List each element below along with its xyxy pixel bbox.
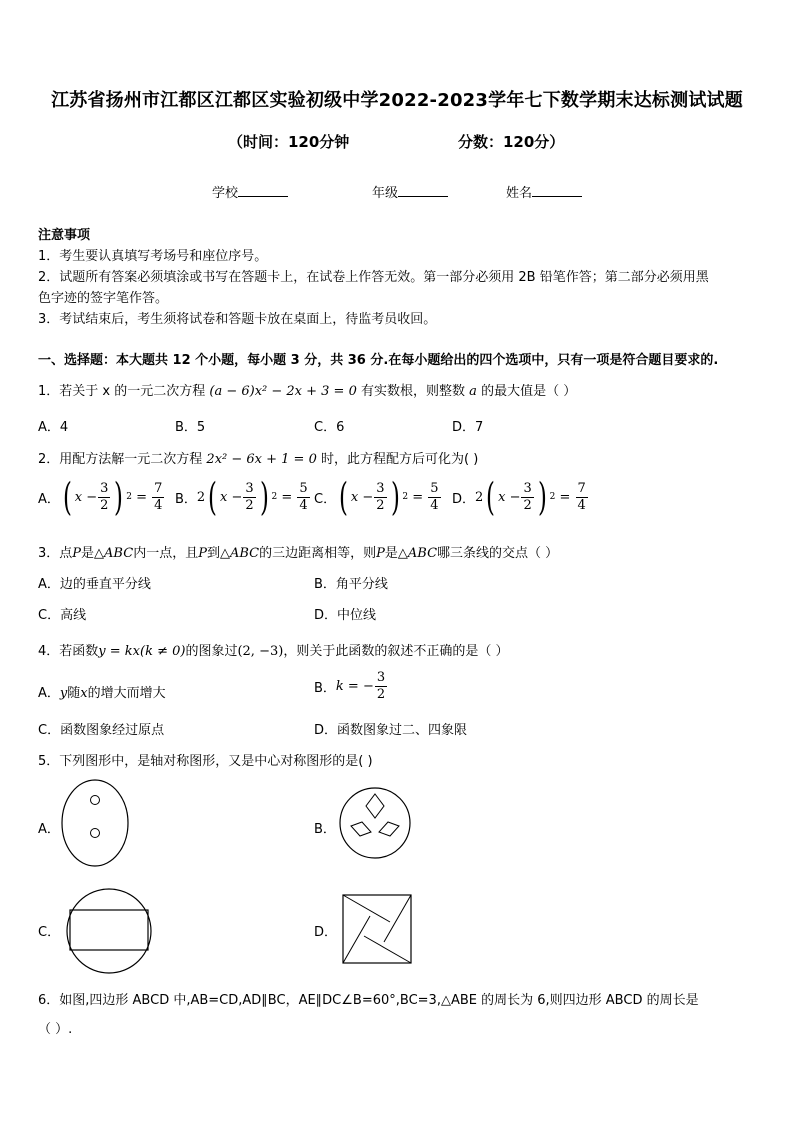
- grade-label: 年级: [372, 186, 399, 201]
- notice-heading: 注意事项: [38, 228, 91, 243]
- question-1: [38, 380, 576, 399]
- q2-prefix: 2．用配方法解一元二次方程: [38, 452, 203, 467]
- q5-option-d-label[interactable]: D．: [314, 925, 338, 940]
- exam-title: 江苏省扬州市江都区江都区实验初级中学2022-2023学年七下数学期末达标测试试题: [51, 90, 743, 111]
- question-4: 4．若函数y = kx(k ≠ 0)的图象过(2, −3)，则关于此函数的叙述不正确的是（ ）: [38, 644, 509, 659]
- q3-option-d[interactable]: D．中位线: [314, 608, 377, 623]
- q5-figure-d: [342, 894, 412, 964]
- name-blank: [532, 184, 582, 197]
- q4-option-a[interactable]: A．y随x的增大而增大: [38, 686, 166, 701]
- name-label: 姓名: [506, 186, 533, 201]
- q2-option-b[interactable]: B． 2 ( x − $\frac{3}{2}$ ) 2 = $\frac{5}{4}$: [175, 475, 308, 519]
- school-label: 学校: [212, 186, 239, 201]
- grade-blank: [398, 184, 448, 197]
- question-6-line2: （ ）.: [38, 1022, 73, 1037]
- q3-option-b[interactable]: B．角平分线: [314, 577, 388, 592]
- q5-figure-a: [60, 778, 130, 868]
- q5-figure-c: [66, 888, 152, 974]
- q5-figure-b: [338, 786, 412, 860]
- q1-option-a[interactable]: A．4: [38, 420, 69, 435]
- q4-option-c[interactable]: C．函数图象经过原点: [38, 723, 165, 738]
- time-label: （时间：120分钟: [228, 133, 350, 151]
- q1-option-c[interactable]: C．6: [314, 420, 345, 435]
- q1-prefix: 1．若关于 x 的一元二次方程: [38, 384, 206, 399]
- q2-suffix: 时，此方程配方后可化为( ): [321, 452, 479, 467]
- notice-item: 色字迹的签字笔作答。: [38, 291, 169, 306]
- q2-option-a[interactable]: A． ( x − $\frac{3}{2}$ ) 2 = $\frac{7}{4}$: [38, 475, 163, 519]
- q2-option-c[interactable]: C． ( x − $\frac{3}{2}$ ) 2 = $\frac{5}{4}$: [314, 475, 439, 519]
- q3-option-c[interactable]: C．高线: [38, 608, 87, 623]
- section-header: 一、选择题：本大题共 12 个小题，每小题 3 分，共 36 分.在每小题给出的四个选项中，只有一项是符合题目要求的.: [38, 353, 719, 368]
- q1-suffix: 有实数根，则整数: [361, 384, 466, 399]
- q5-option-b-label[interactable]: B．: [314, 822, 336, 837]
- q1-suffix2: 的最大值是（ ）: [481, 384, 577, 399]
- grade-field: [372, 182, 448, 201]
- q1-var: a: [469, 384, 477, 399]
- q2-equation: 2x² − 6x + 1 = 0: [206, 452, 317, 467]
- notice-item: 2．试题所有答案必须填涂或书写在答题卡上，在试卷上作答无效。第一部分必须用 2B 铅笔作答；第二部分必须用黑: [38, 270, 709, 285]
- notice-item: 3．考试结束后，考生须将试卷和答题卡放在桌面上，待监考员收回。: [38, 312, 437, 327]
- q4-option-b[interactable]: B． k = − $\frac{3}{2}$: [314, 670, 386, 702]
- name-field: [506, 182, 582, 201]
- q1-equation: (a − 6)x² − 2x + 3 = 0: [209, 384, 357, 399]
- school-field: [212, 182, 288, 201]
- q5-option-a-label[interactable]: A．: [38, 822, 60, 837]
- q1-option-d[interactable]: D．7: [452, 420, 484, 435]
- q1-option-b[interactable]: B．5: [175, 420, 206, 435]
- question-6-line1: 6．如图,四边形 ABCD 中,AB=CD,AD∥BC，AE∥DC∠B=60°,BC=3,△ABE 的周长为 6,则四边形 ABCD 的周长是: [38, 993, 699, 1008]
- question-3: 3．点P是△ABC内一点，且P到△ABC的三边距离相等，则P是△ABC哪三条线的交点（ ）: [38, 546, 559, 561]
- q4-option-d[interactable]: D．函数图象过二、四象限: [314, 723, 468, 738]
- q2-option-d[interactable]: D． 2 ( x − $\frac{3}{2}$ ) 2 = $\frac{7}{4}$: [452, 475, 586, 519]
- school-blank: [238, 184, 288, 197]
- question-2: [38, 448, 478, 467]
- notice-item: 1．考生要认真填写考场号和座位序号。: [38, 249, 268, 264]
- q5-option-c-label[interactable]: C．: [38, 925, 61, 940]
- score-label: 分数：120分）: [458, 133, 565, 151]
- question-5: 5．下列图形中，是轴对称图形，又是中心对称图形的是( ): [38, 754, 373, 769]
- q3-option-a[interactable]: A．边的垂直平分线: [38, 577, 151, 592]
